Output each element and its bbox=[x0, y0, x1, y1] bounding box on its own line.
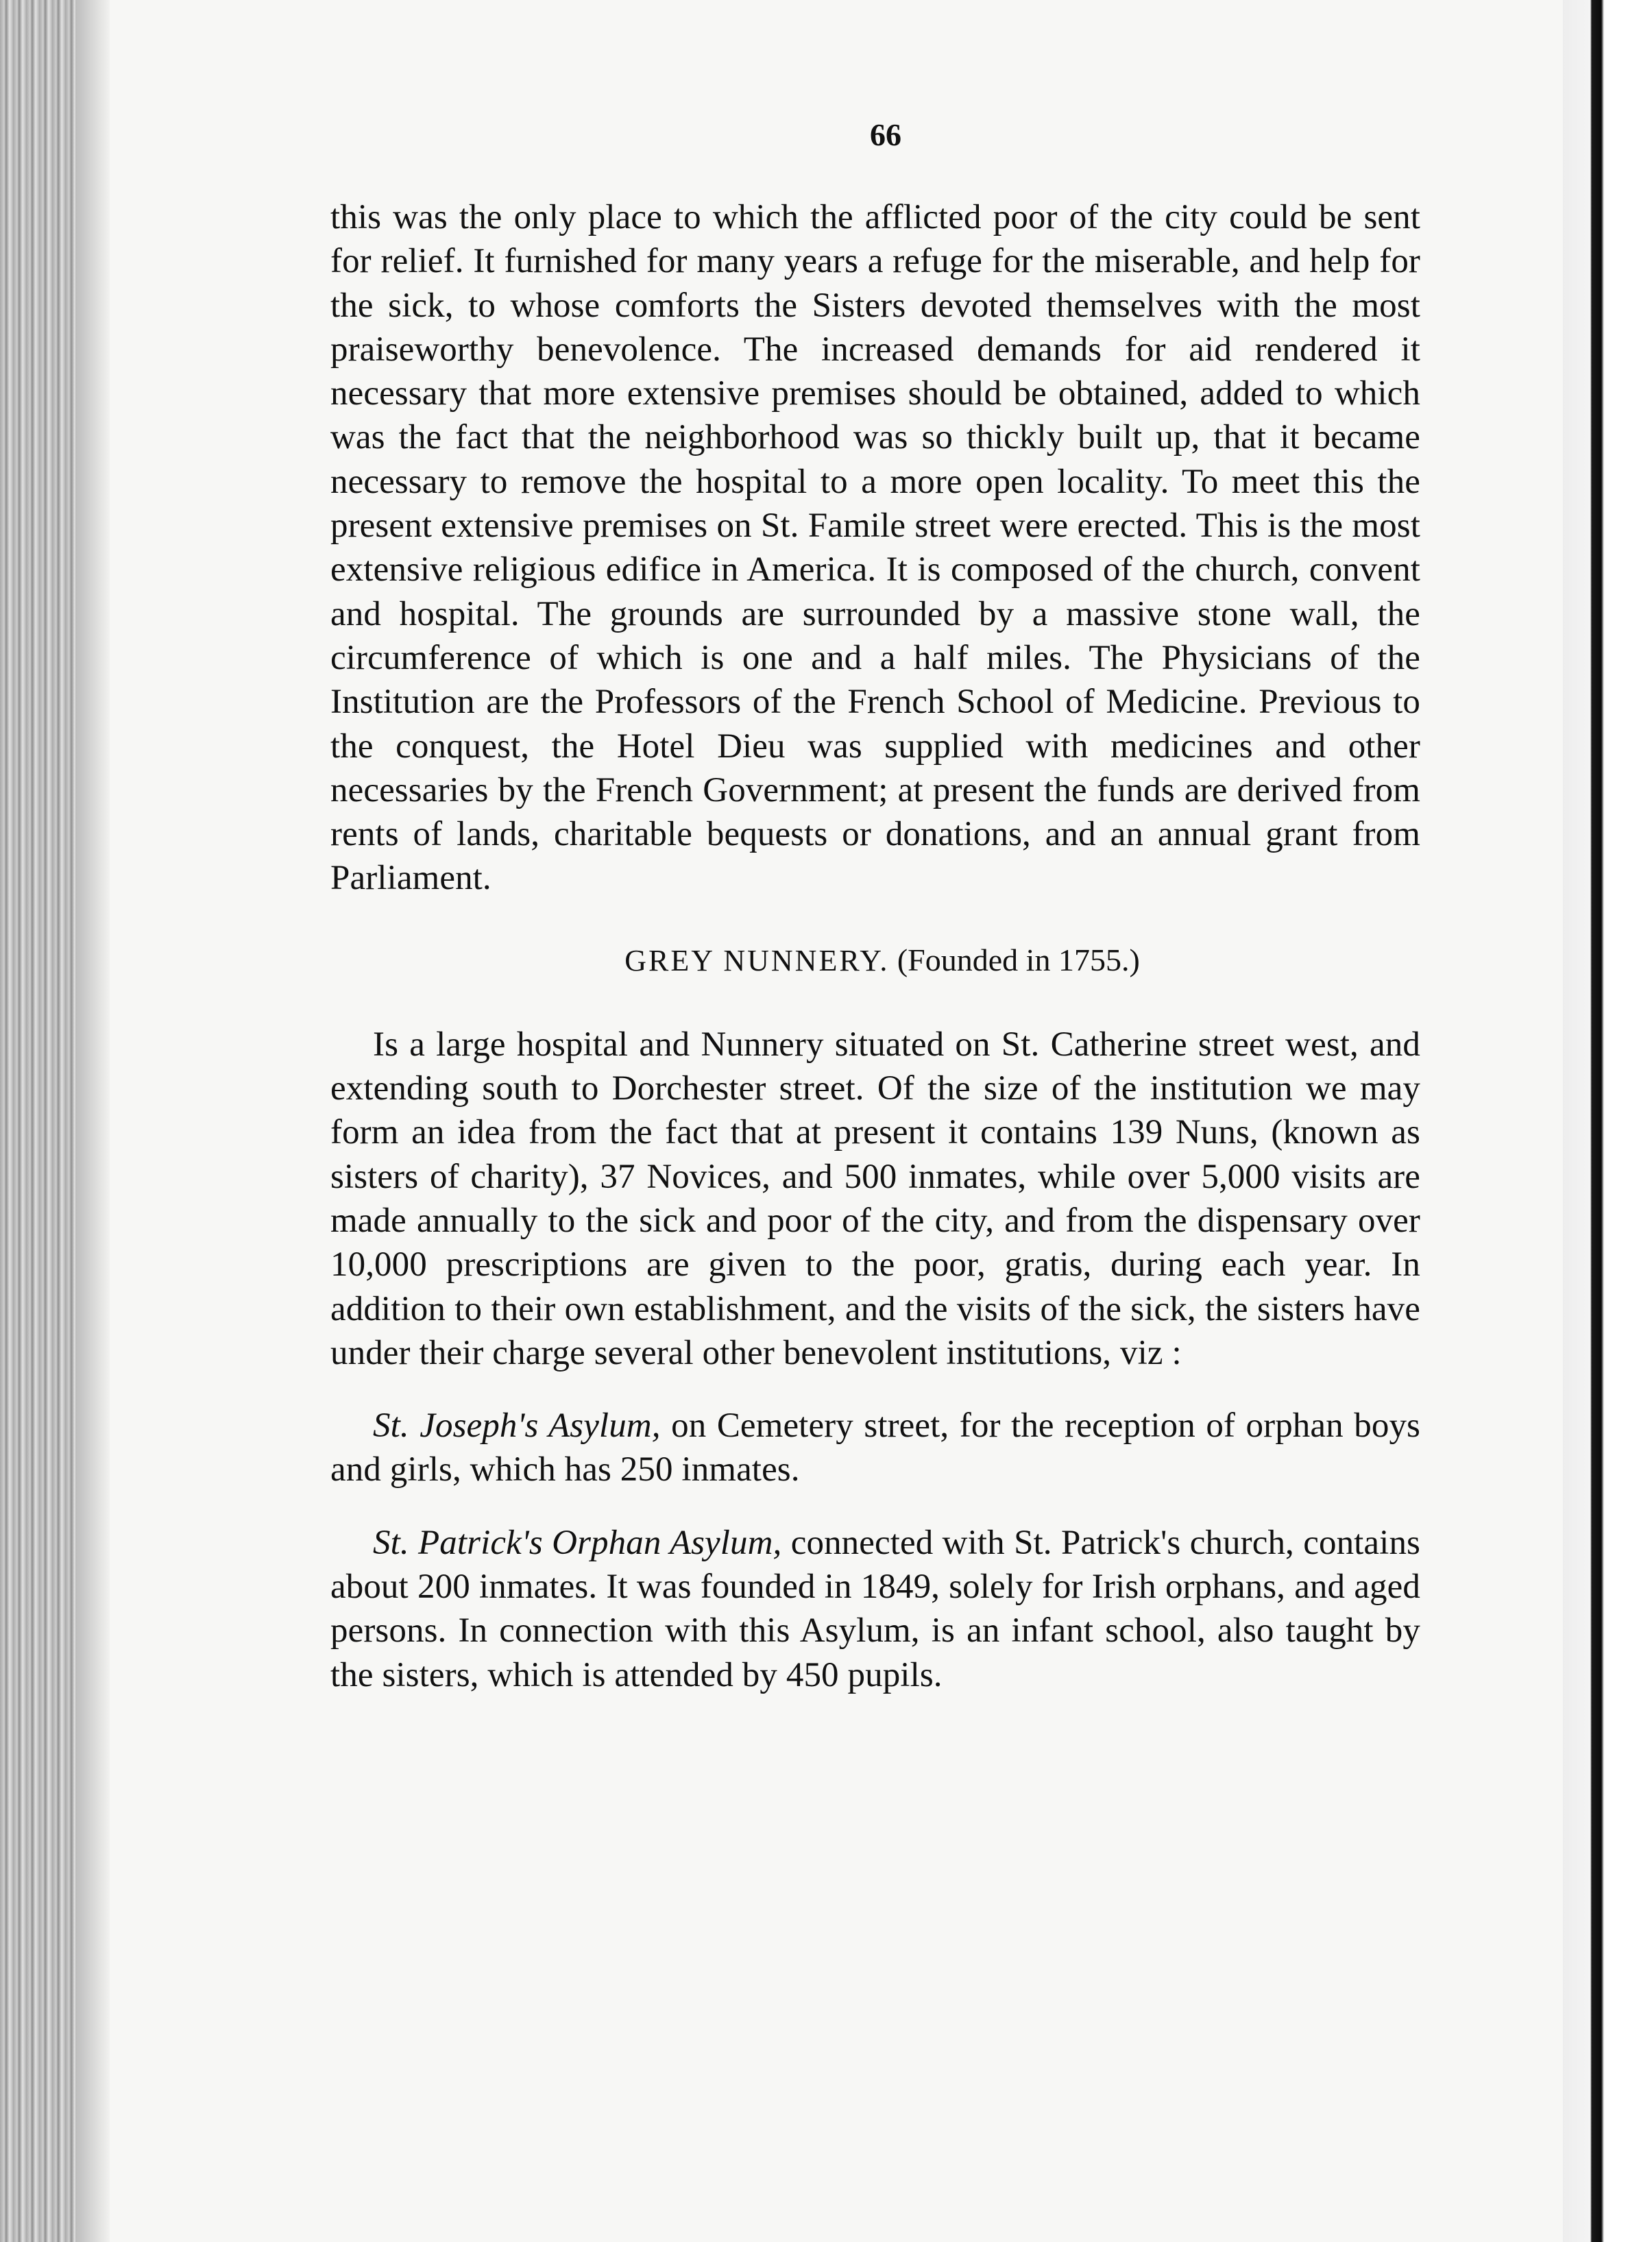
paragraph-st-patrick bbox=[330, 1521, 1420, 1697]
institution-text: on Cemetery street, for the reception of orphan boys and girls, which has 250 inmates. bbox=[330, 1406, 1420, 1489]
heading-founded: (Founded in 1755.) bbox=[897, 942, 1140, 977]
page-number: 66 bbox=[870, 117, 901, 152]
page-content bbox=[330, 117, 1420, 1697]
institution-name: St. Patrick's Orphan Asylum, bbox=[373, 1523, 782, 1562]
institution-name: St. Joseph's Asylum, bbox=[373, 1406, 661, 1446]
heading-title: GREY NUNNERY. bbox=[624, 943, 890, 977]
gutter-shadow bbox=[75, 0, 110, 2242]
institution-text: connected with St. Patrick's church, contains about 200 inmates. It was founded in 1849, solely for Irish orphans, and aged persons. In connection with this Asylum, is an infant school, also taught by the sisters, which is attended by 450 pupils. bbox=[330, 1523, 1420, 1694]
scan-border bbox=[1563, 0, 1652, 2242]
paragraph-st-joseph bbox=[330, 1404, 1420, 1492]
section-heading bbox=[330, 938, 1420, 983]
paragraph-grey-nunnery: Is a large hospital and Nunnery situated on St. Catherine street west, and extending south to Dorchester street. Of the size of the institution we may form an idea from the fact that at present it contains 139 Nuns, (known as sisters of charity), 37 Novices, and 500 inmates, while over 5,000 visits are made annually to the sick and poor of the city, and from the dispensary over 10,000 prescriptions are given to the poor, gratis, during each year. In addition to their own establishment, and the visits of the sick, the sisters have under their charge several other benevolent institutions, viz : bbox=[330, 1025, 1420, 1372]
paragraph-hotel-dieu: this was the only place to which the afflicted poor of the city could be sent for relief. It furnished for many years a refuge for the miserable, and help for the sick, to whose comforts the Sisters devoted themselves with the most praiseworthy benevolence. The increased demands for aid rendered it necessary that more extensive premises should be obtained, added to which was the fact that the neighborhood was so thickly built up, that it became necessary to remove the hospital to a more open locality. To meet this the present extensive premises on St. Famile street were erected. This is the most extensive religious edifice in America. It is composed of the church, convent and hospital. The grounds are surrounded by a massive stone wall, the circumference of which is one and a half miles. The Physicians of the Institution are the Professors of the French School of Medicine. Previous to the conquest, the Hotel Dieu was supplied with medicines and other necessaries by the French Government; at present the funds are derived from rents of lands, charitable bequests or donations, and an annual grant from Parliament. bbox=[330, 198, 1420, 898]
page-edges bbox=[0, 0, 75, 2242]
